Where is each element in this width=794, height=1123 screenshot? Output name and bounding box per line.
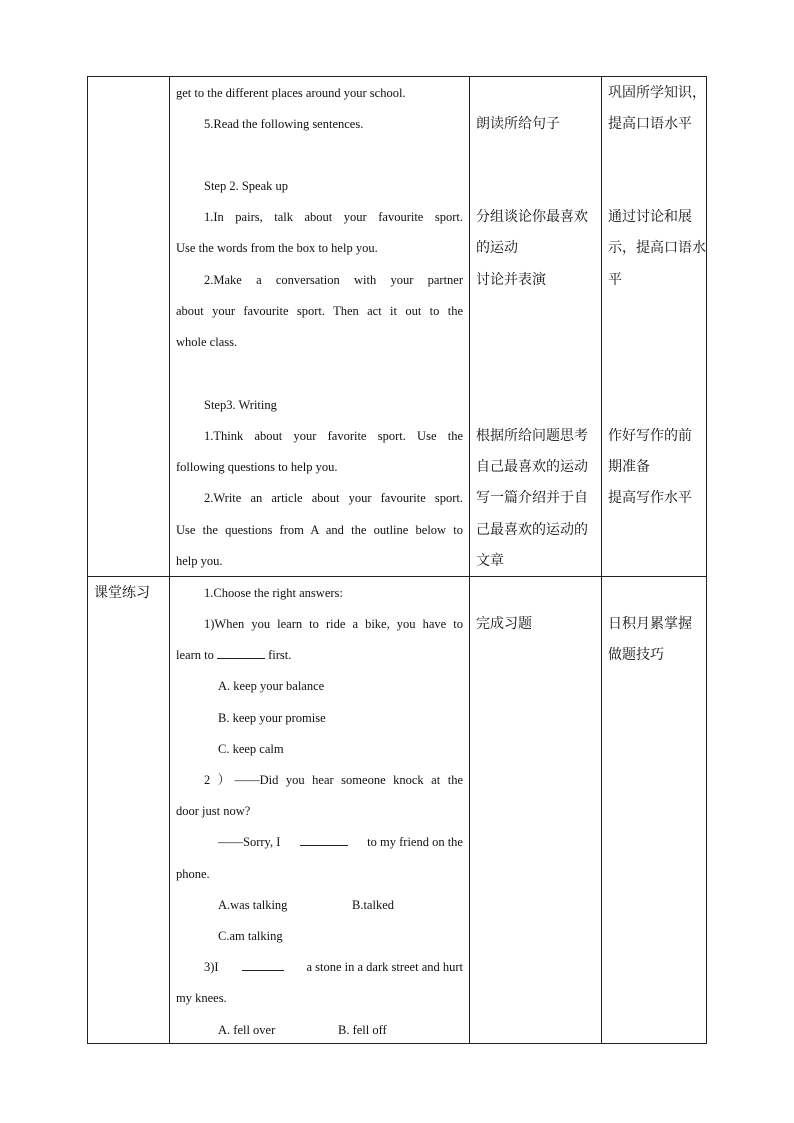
student-text: 分组谈论你最喜欢 bbox=[476, 209, 588, 225]
step3-item2-cont: Use the questions from A and the outline below to bbox=[176, 523, 463, 537]
student-text: 写一篇介绍并于自 bbox=[476, 490, 588, 506]
step2-item2-cont: whole class. bbox=[176, 335, 238, 349]
answer-blank bbox=[300, 834, 348, 846]
student-text: 讨论并表演 bbox=[476, 272, 546, 288]
option-a: A.was talking bbox=[218, 898, 288, 912]
purpose-text: 提高写作水平 bbox=[608, 490, 692, 506]
option-b: B. fell off bbox=[338, 1023, 387, 1037]
option-b: B. keep your promise bbox=[218, 711, 326, 725]
purpose-text: 日积月累掌握 bbox=[608, 616, 692, 632]
option-b: B.talked bbox=[352, 898, 395, 912]
step3-item1: 1.Think about your favorite sport. Use the bbox=[204, 429, 463, 443]
practice-purpose-cell bbox=[602, 577, 707, 1043]
step2-item1: 1.In pairs, talk about your favourite sport. bbox=[204, 210, 463, 224]
question-2: 2 ）——Did you hear someone knock at the bbox=[204, 773, 463, 787]
step2-item1-cont: Use the words from the box to help you. bbox=[176, 241, 378, 255]
question-text: ——Sorry, I bbox=[218, 835, 281, 849]
question-2-cont: phone. bbox=[176, 867, 210, 881]
purpose-text: 提高口语水平 bbox=[608, 116, 692, 132]
purpose-cell-top bbox=[602, 77, 707, 576]
step2-title: Step 2. Speak up bbox=[204, 179, 289, 193]
student-text: 根据所给问题思考 bbox=[476, 428, 588, 444]
practice-student-cell bbox=[470, 577, 601, 1043]
step2-item2: 2.Make a conversation with your partner bbox=[204, 273, 463, 287]
practice-intro: 1.Choose the right answers: bbox=[204, 586, 343, 600]
step3-title: Step3. Writing bbox=[204, 398, 277, 412]
activity-line: get to the different places around your school. bbox=[176, 86, 406, 100]
purpose-text: 作好写作的前 bbox=[608, 428, 692, 444]
student-cell-top bbox=[470, 77, 601, 576]
answer-blank bbox=[217, 647, 265, 659]
student-text: 朗读所给句子 bbox=[476, 116, 560, 132]
purpose-text: 期准备 bbox=[608, 459, 650, 475]
purpose-text: 做题技巧 bbox=[608, 647, 664, 663]
student-text: 完成习题 bbox=[476, 616, 532, 632]
step3-item1-cont: following questions to help you. bbox=[176, 460, 338, 474]
question-1: 1)When you learn to ride a bike, you have to bbox=[204, 617, 463, 631]
question-3 bbox=[204, 959, 463, 975]
question-3-cont: my knees. bbox=[176, 991, 227, 1005]
question-text: 3)I bbox=[204, 960, 219, 974]
question-text: first. bbox=[268, 648, 292, 662]
step5-line: 5.Read the following sentences. bbox=[204, 117, 364, 131]
answer-blank bbox=[242, 959, 284, 971]
option-a: A. fell over bbox=[218, 1023, 276, 1037]
question-2-answer-line bbox=[218, 834, 463, 850]
question-2-cont: door just now? bbox=[176, 804, 251, 818]
option-c: C. keep calm bbox=[218, 742, 284, 756]
option-c: C.am talking bbox=[218, 929, 283, 943]
lesson-plan-table bbox=[87, 76, 707, 1044]
option-a: A. keep your balance bbox=[218, 679, 325, 693]
step3-item2: 2.Write an article about your favourite sport. bbox=[204, 491, 463, 505]
question-text: learn to bbox=[176, 648, 214, 662]
student-text: 的运动 bbox=[476, 240, 518, 256]
question-text: a stone in a dark street and hurt bbox=[306, 960, 463, 974]
question-text: to my friend on the bbox=[367, 835, 463, 849]
student-text: 文章 bbox=[476, 553, 504, 569]
student-text: 己最喜欢的运动的 bbox=[476, 522, 588, 538]
practice-cell bbox=[170, 577, 469, 1043]
step2-item2-cont: about your favourite sport. Then act it out to the bbox=[176, 304, 463, 318]
section-label: 课堂练习 bbox=[94, 585, 150, 601]
purpose-text: 示，提高口语水 bbox=[608, 240, 706, 256]
step3-item2-cont: help you. bbox=[176, 554, 223, 568]
purpose-text: 巩固所学知识， bbox=[608, 85, 706, 101]
section-label-cell bbox=[88, 577, 169, 1043]
activity-cell-top bbox=[170, 77, 469, 576]
purpose-text: 通过讨论和展 bbox=[608, 209, 692, 225]
question-1-cont bbox=[176, 647, 291, 663]
student-text: 自己最喜欢的运动 bbox=[476, 459, 588, 475]
purpose-text: 平 bbox=[608, 272, 622, 288]
